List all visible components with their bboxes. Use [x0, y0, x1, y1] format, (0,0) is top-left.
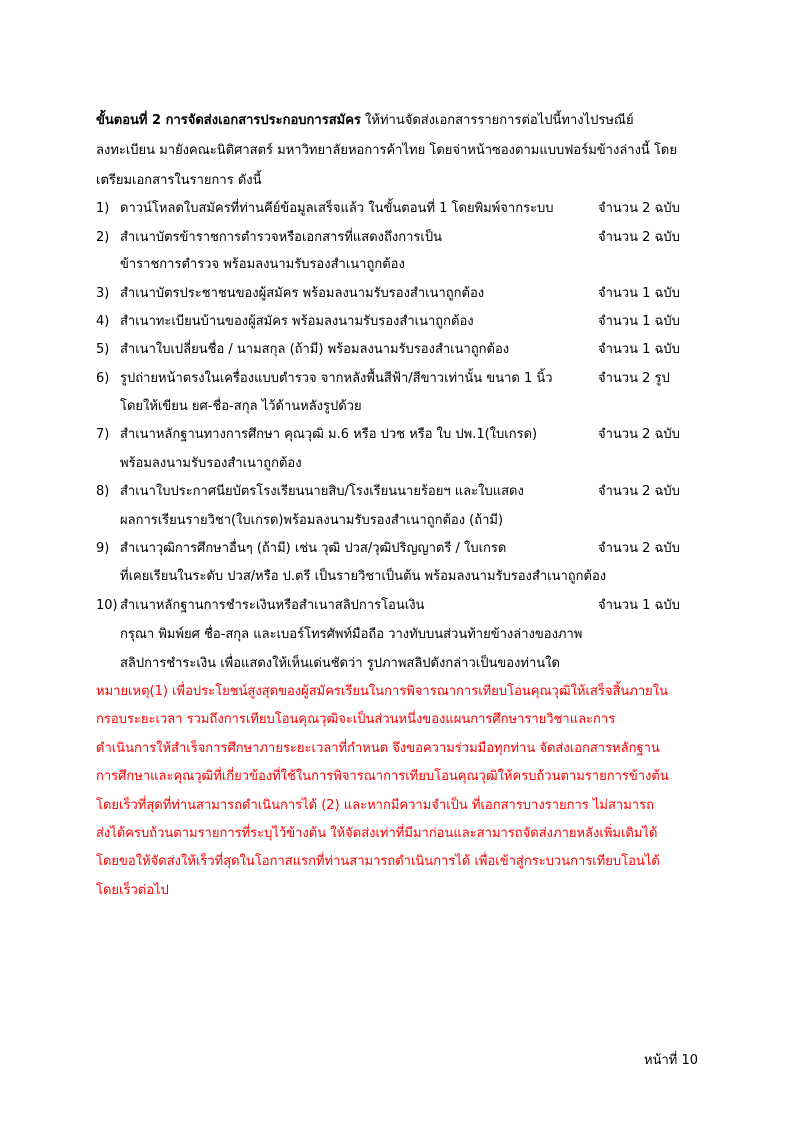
page-number: หน้าที่ 10	[644, 1053, 698, 1068]
note-line-6: ส่งได้ครบถ้วนตามรายการที่ระบุไว้ข้างต้น ให้จัดส่งเท่าที่มีมาก่อนและสามารถจัดส่งภายหลังเพิ่มเติมได้	[96, 826, 658, 841]
item-number: 6)	[96, 371, 110, 386]
item-text: สำเนาหลักฐานทางการศึกษา คุณวุฒิ ม.6 หรือ ปวช หรือ ใบ ปพ.1(ใบเกรด)	[120, 427, 538, 442]
section-heading: ขั้นตอนที่ 2 การจัดส่งเอกสารประกอบการสมัคร	[96, 113, 361, 128]
item-number: 2)	[96, 230, 110, 245]
item-count: จำนวน 2 ฉบับ	[598, 541, 680, 556]
intro-line-1	[96, 112, 634, 130]
note-line-3: ดำเนินการให้สำเร็จการศึกษาภายระยะเวลาที่กำหนด จึงขอความร่วมมือทุกท่าน จัดส่งเอกสารหลักฐาน	[96, 741, 660, 756]
item-text: รูปถ่ายหน้าตรงในเครื่องแบบตำรวจ จากหลังพื้นสีฟ้า/สีขาวเท่านั้น ขนาด 1 นิ้ว	[120, 371, 553, 386]
item-text: ดาวน์โหลดใบสมัครที่ท่านคีย์ข้อมูลเสร็จแล้ว ในขั้นตอนที่ 1 โดยพิมพ์จากระบบ	[120, 201, 554, 216]
item-continuation: ที่เคยเรียนในระดับ ปวส/หรือ ป.ตรี เป็นรายวิชาเป็นต้น พร้อมลงนามรับรองสำเนาถูกต้อง	[120, 569, 607, 584]
item-count: จำนวน 2 ฉบับ	[598, 484, 680, 499]
item-continuation: กรุณา พิมพ์ยศ ชื่อ-สกุล และเบอร์โทรศัพท์มือถือ วางทับบนส่วนท้ายข้างล่างของภาพ	[120, 627, 583, 642]
item-count: จำนวน 1 ฉบับ	[598, 342, 680, 357]
item-number: 8)	[96, 484, 110, 499]
note-line-4: การศึกษาและคุณวุฒิที่เกี่ยวข้องที่ใช้ในการพิจารณาการเทียบโอนคุณวุฒิให้ครบถ้วนตามรายการข้างต้น	[96, 769, 669, 784]
item-text: สำเนาทะเบียนบ้านของผู้สมัคร พร้อมลงนามรับรองสำเนาถูกต้อง	[120, 314, 474, 329]
note-line-5: โดยเร็วที่สุดที่ท่านสามารถดำเนินการได้ (2) และหากมีความจำเป็น ที่เอกสารบางรายการ ไม่สามารถ	[96, 798, 654, 813]
intro-line-3: เตรียมเอกสารในรายการ ดังนี้	[96, 173, 262, 188]
item-text: สำเนาใบประกาศนียบัตรโรงเรียนนายสิบ/โรงเรียนนายร้อยฯ และใบแสดง	[120, 484, 524, 499]
item-number: 1)	[96, 201, 110, 216]
note-line-1: หมายเหตุ(1) เพื่อประโยชน์สูงสุดของผู้สมัครเรียนในการพิจารณาการเทียบโอนคุณวุฒิให้เสร็จสิ้นภายใน	[96, 684, 668, 699]
item-text: สำเนาหลักฐานการชำระเงินหรือสำเนาสลิปการโอนเงิน	[120, 598, 425, 613]
item-count: จำนวน 2 ฉบับ	[598, 230, 680, 245]
item-number: 3)	[96, 286, 110, 301]
item-continuation: ผลการเรียนรายวิชา(ใบเกรด)พร้อมลงนามรับรองสำเนาถูกต้อง (ถ้ามี)	[120, 513, 504, 528]
item-count: จำนวน 1 ฉบับ	[598, 314, 680, 329]
item-continuation: โดยให้เขียน ยศ-ชื่อ-สกุล ไว้ด้านหลังรูปด้วย	[120, 399, 362, 414]
item-text: สำเนาใบเปลี่ยนชื่อ / นามสกุล (ถ้ามี) พร้อมลงนามรับรองสำเนาถูกต้อง	[120, 342, 510, 357]
item-count: จำนวน 2 ฉบับ	[598, 427, 680, 442]
item-continuation: สลิปการชำระเงิน เพื่อแสดงให้เห็นเด่นชัดว่า รูปภาพสลิปดังกล่าวเป็นของท่านใด	[120, 656, 560, 671]
item-text: สำเนาบัตรประชาชนของผู้สมัคร พร้อมลงนามรับรองสำเนาถูกต้อง	[120, 286, 485, 301]
item-number: 5)	[96, 342, 110, 357]
item-count: จำนวน 2 ฉบับ	[598, 201, 680, 216]
item-number: 7)	[96, 427, 110, 442]
note-line-7: โดยขอให้จัดส่งให้เร็วที่สุดในโอกาสแรกที่ท่านสามารถดำเนินการได้ เพื่อเข้าสู่กระบวนการเทียบโอนได้	[96, 854, 660, 869]
note-line-8: โดยเร็วต่อไป	[96, 883, 169, 898]
item-number: 4)	[96, 314, 110, 329]
item-continuation: ข้าราชการตำรวจ พร้อมลงนามรับรองสำเนาถูกต้อง	[120, 257, 405, 272]
item-number: 9)	[96, 541, 110, 556]
item-text: สำเนาบัตรข้าราชการตำรวจหรือเอกสารที่แสดงถึงการเป็น	[120, 230, 442, 245]
intro-line-2: ลงทะเบียน มายังคณะนิติศาสตร์ มหาวิทยาลัยหอการค้าไทย โดยจ่าหน้าซองตามแบบฟอร์มข้างล่างนี้ โดย	[96, 143, 677, 158]
intro-line-1-text: ให้ท่านจัดส่งเอกสารรายการต่อไปนี้ทางไปรษณีย์	[360, 113, 634, 128]
item-text: สำเนาวุฒิการศึกษาอื่นๆ (ถ้ามี) เช่น วุฒิ ปวส/วุฒิปริญญาตรี / ใบเกรด	[120, 541, 507, 556]
item-continuation: พร้อมลงนามรับรองสำเนาถูกต้อง	[120, 456, 302, 471]
item-count: จำนวน 1 ฉบับ	[598, 286, 680, 301]
item-count: จำนวน 1 ฉบับ	[598, 598, 680, 613]
item-number: 10)	[96, 598, 118, 613]
item-count: จำนวน 2 รูป	[598, 371, 670, 386]
note-line-2: กรอบระยะเวลา รวมถึงการเทียบโอนคุณวุฒิจะเป็นส่วนหนึ่งของแผนการศึกษารายวิชาและการ	[96, 712, 616, 727]
